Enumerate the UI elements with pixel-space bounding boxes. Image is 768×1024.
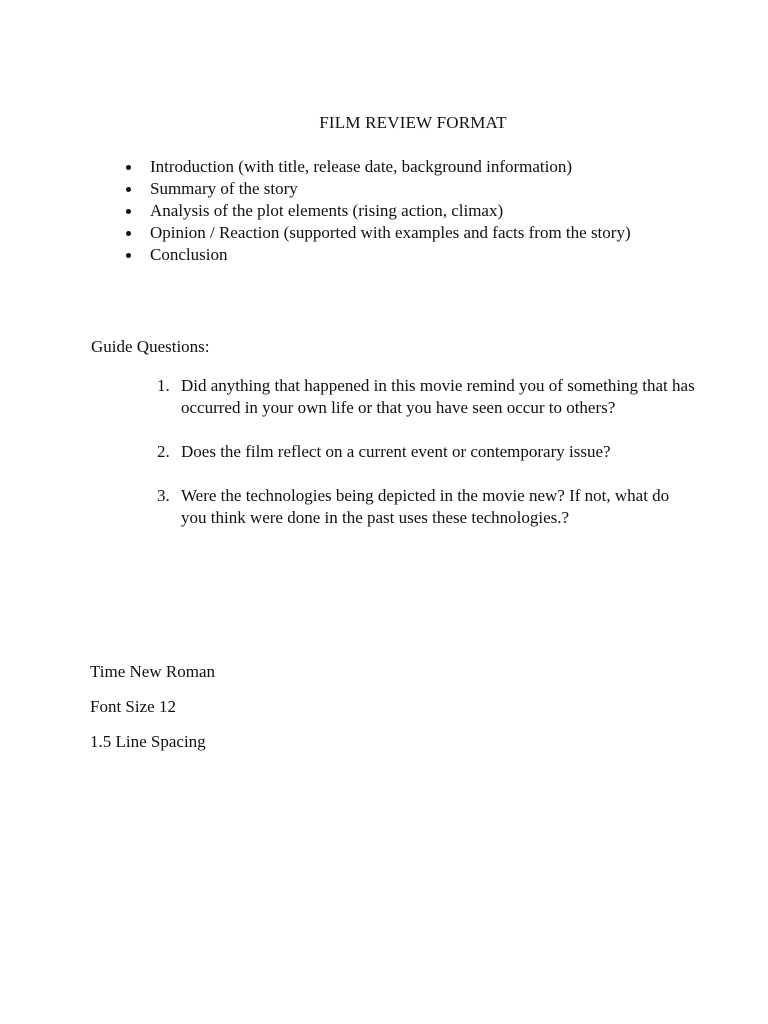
question-item	[157, 441, 697, 463]
question-item	[157, 485, 697, 529]
guide-questions-heading: Guide Questions:	[91, 337, 210, 356]
outline-item	[126, 200, 686, 222]
outline-item-text: Opinion / Reaction (supported with examples and facts from the story)	[150, 223, 631, 242]
question-text: Did anything that happened in this movie remind you of something that has occurred in your own life or that you have seen occur to others?	[181, 376, 695, 417]
question-item	[157, 375, 697, 419]
outline-item	[126, 244, 686, 266]
question-text: Does the film reflect on a current event or contemporary issue?	[181, 442, 611, 461]
outline-item	[126, 178, 686, 200]
outline-item-text: Summary of the story	[150, 179, 298, 198]
outline-item	[126, 156, 686, 178]
line-spacing-note: 1.5 Line Spacing	[90, 732, 206, 751]
question-number: 1.	[157, 376, 170, 395]
question-number: 2.	[157, 442, 170, 461]
bullet-icon	[126, 231, 131, 236]
document-title: FILM REVIEW FORMAT	[319, 113, 507, 132]
bullet-icon	[126, 165, 131, 170]
font-size-note: Font Size 12	[90, 697, 176, 716]
outline-item	[126, 222, 686, 244]
outline-item-text: Analysis of the plot elements (rising action, climax)	[150, 201, 504, 220]
question-text: Were the technologies being depicted in the movie new? If not, what do you think were done in the past uses these technologies.?	[181, 486, 670, 527]
guide-questions-list	[157, 375, 697, 551]
outline-item-text: Introduction (with title, release date, background information)	[150, 157, 573, 176]
review-outline-list	[126, 156, 686, 266]
bullet-icon	[126, 209, 131, 214]
question-number: 3.	[157, 486, 170, 505]
bullet-icon	[126, 187, 131, 192]
outline-item-text: Conclusion	[150, 245, 228, 264]
font-name-note: Time New Roman	[90, 662, 215, 681]
bullet-icon	[126, 253, 131, 258]
